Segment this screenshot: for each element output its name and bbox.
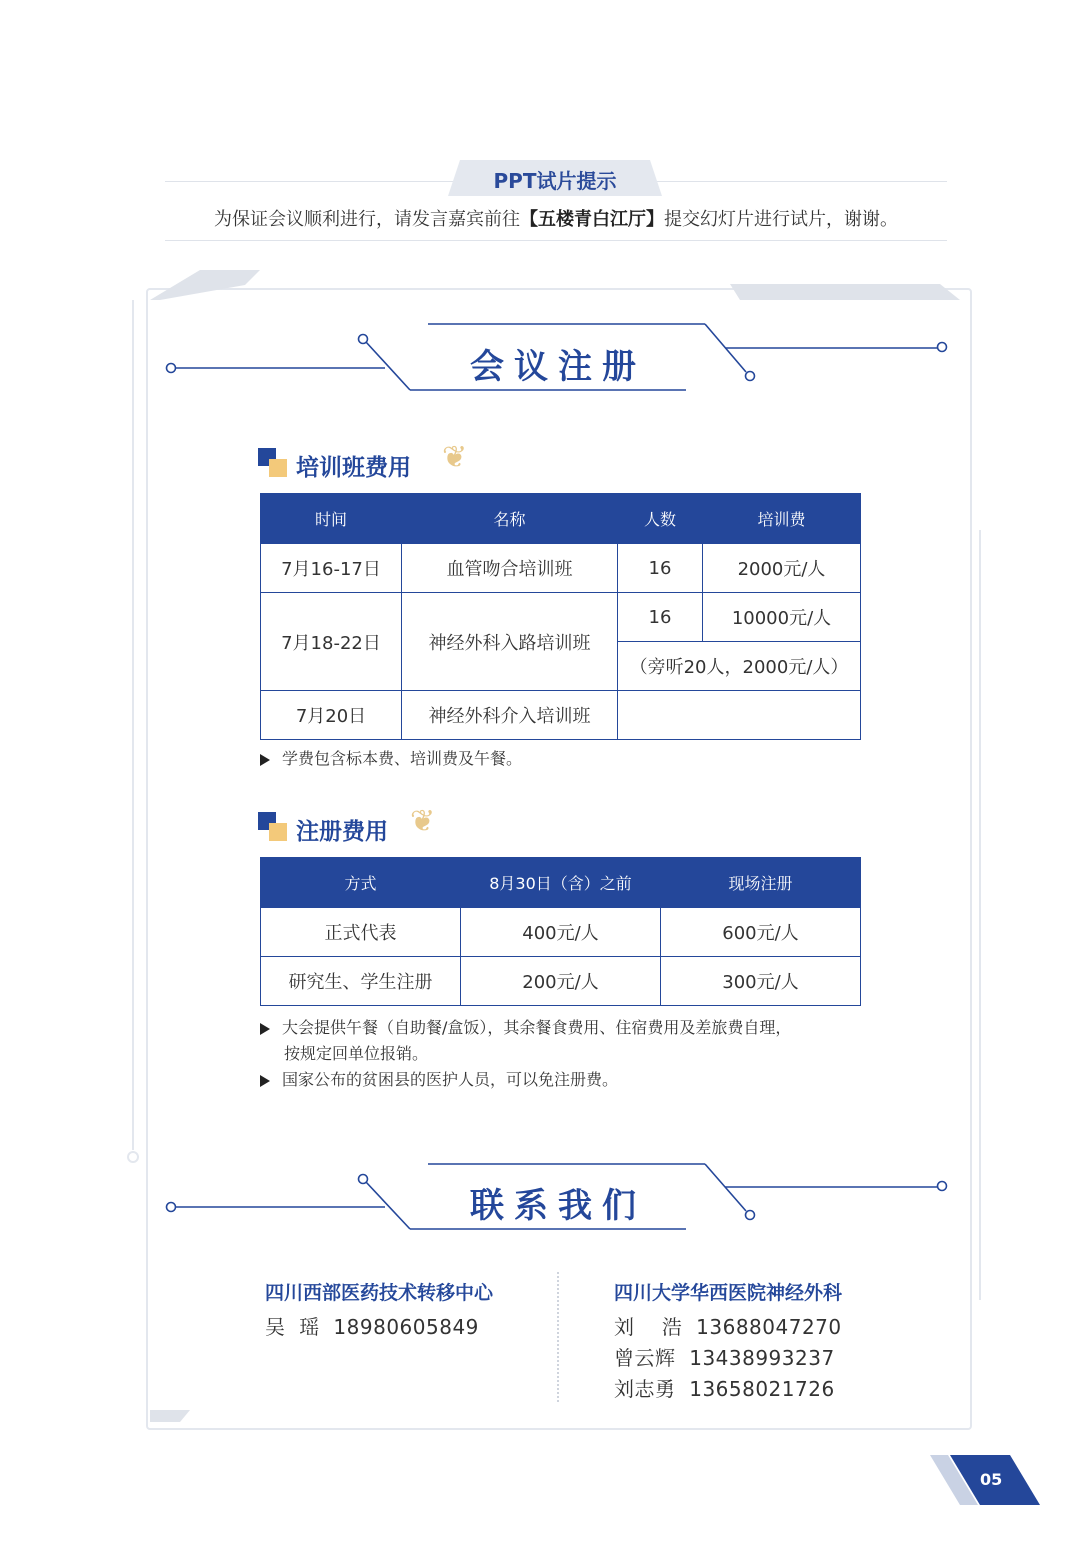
col-header-fee: 培训费: [703, 494, 861, 544]
contact-person: 刘 浩 13688047270: [614, 1315, 842, 1339]
ppt-divider-bottom: [165, 240, 947, 241]
ginkgo-leaf-icon: ❦: [442, 440, 468, 475]
col-header-name: 名称: [402, 494, 618, 544]
cell-type: 正式代表: [261, 908, 461, 957]
col-header-onsite: 现场注册: [661, 858, 861, 908]
table-header-row: [261, 858, 861, 908]
ppt-text-after: 提交幻灯片进行试片，谢谢。: [664, 209, 898, 230]
ppt-title: PPT试片提示: [493, 169, 617, 193]
cell-type: 研究生、学生注册: [261, 957, 461, 1006]
cell-count: 16: [618, 593, 703, 642]
bullet-triangle-icon: [260, 754, 270, 766]
contact-person: 刘志勇 13658021726: [614, 1377, 835, 1401]
table-row: [261, 593, 861, 642]
cell-name: 神经外科介入培训班: [402, 691, 618, 740]
col-header-time: 时间: [261, 494, 402, 544]
bullet-triangle-icon: [260, 1075, 270, 1087]
contact-org-right: 四川大学华西医院神经外科: [614, 1282, 843, 1304]
cell-onsite: 600元/人: [661, 908, 861, 957]
table-row: [261, 544, 861, 593]
cell-time: 7月16-17日: [261, 544, 402, 593]
table-row: [261, 691, 861, 740]
fees-note-text: 大会提供午餐（自助餐/盒饭），其余餐食费用、住宿费用及差旅费自理，: [282, 1018, 792, 1037]
training-fee-table: [260, 493, 861, 740]
table-row: [261, 908, 861, 957]
cell-early: 400元/人: [461, 908, 661, 957]
ppt-text-before: 为保证会议顺利进行，请发言嘉宾前往: [214, 209, 520, 230]
cell-name: 神经外科入路培训班: [402, 593, 618, 691]
training-heading: 培训班费用: [296, 455, 411, 481]
registration-title: 会议注册: [470, 347, 646, 387]
cell-name: 血管吻合培训班: [402, 544, 618, 593]
training-note-text: 学费包含标本费、培训费及午餐。: [282, 749, 523, 768]
fees-note-1-cont: 按规定回单位报销。: [284, 1044, 429, 1063]
ppt-text-highlight: 【五楼青白江厅】: [520, 209, 664, 230]
fees-note-1: [260, 1015, 791, 1041]
bullet-triangle-icon: [260, 1023, 270, 1035]
cell-early: 200元/人: [461, 957, 661, 1006]
page-corner-decoration: [930, 1450, 1080, 1510]
col-header-early: 8月30日（含）之前: [461, 858, 661, 908]
cell-onsite: 300元/人: [661, 957, 861, 1006]
contact-person: 曾云辉 13438993237: [614, 1346, 835, 1370]
training-heading-icon: [258, 448, 288, 478]
contact-org-left: 四川西部医药技术转移中心: [265, 1282, 494, 1304]
training-note: [260, 746, 522, 772]
cell-fee: 10000元/人: [703, 593, 861, 642]
cell-empty: [618, 691, 861, 740]
contact-title: 联系我们: [470, 1186, 646, 1226]
fees-note-2: [260, 1067, 618, 1093]
cell-time: 7月20日: [261, 691, 402, 740]
contact-person: 吴 瑶 18980605849: [265, 1315, 479, 1339]
fees-heading: 注册费用: [296, 819, 388, 845]
cell-audit-note: （旁听20人，2000元/人）: [618, 642, 861, 691]
cell-fee: 2000元/人: [703, 544, 861, 593]
col-header-type: 方式: [261, 858, 461, 908]
ppt-notice-text: [165, 205, 947, 231]
col-header-count: 人数: [618, 494, 703, 544]
registration-fee-table: [260, 857, 861, 1006]
cell-count: 16: [618, 544, 703, 593]
fees-note-text: 国家公布的贫困县的医护人员，可以免注册费。: [282, 1070, 619, 1089]
fees-heading-icon: [258, 812, 288, 842]
page-number: 05: [980, 1470, 1003, 1489]
table-header-row: [261, 494, 861, 544]
cell-time: 7月18-22日: [261, 593, 402, 691]
contact-divider: [557, 1272, 559, 1402]
ginkgo-leaf-icon: ❦: [410, 804, 436, 839]
table-row: [261, 957, 861, 1006]
